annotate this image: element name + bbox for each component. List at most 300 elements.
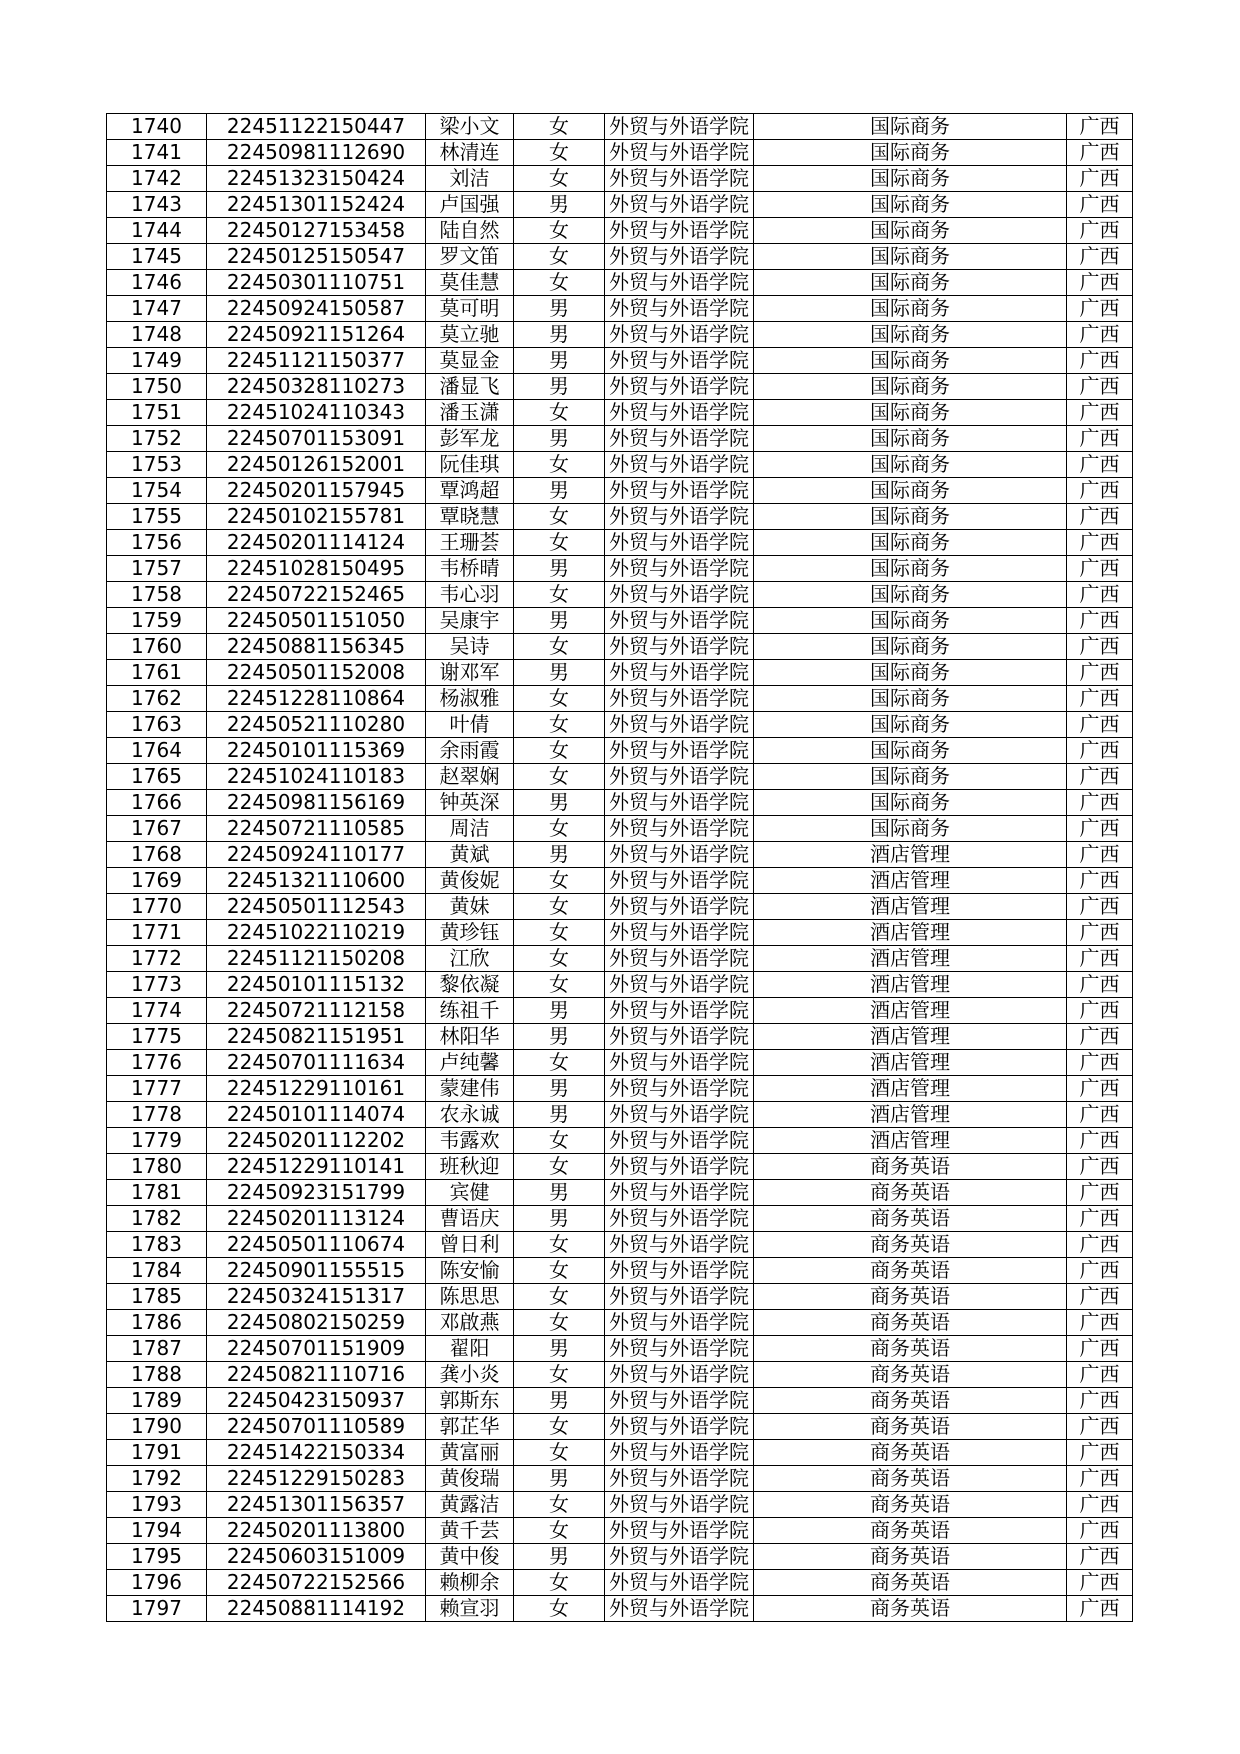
gender-cell: 女 <box>514 166 605 192</box>
gender-cell: 女 <box>514 816 605 842</box>
gender-cell: 男 <box>514 556 605 582</box>
serial-number-cell: 1788 <box>107 1362 207 1388</box>
gender-cell: 男 <box>514 1336 605 1362</box>
gender-cell: 女 <box>514 1258 605 1284</box>
student-name-cell: 蒙建伟 <box>426 1076 514 1102</box>
major-cell: 国际商务 <box>754 322 1067 348</box>
serial-number-cell: 1776 <box>107 1050 207 1076</box>
gender-cell: 男 <box>514 322 605 348</box>
student-id-cell: 22450981156169 <box>207 790 426 816</box>
student-name-cell: 潘显飞 <box>426 374 514 400</box>
college-cell: 外贸与外语学院 <box>605 998 754 1024</box>
student-name-cell: 刘洁 <box>426 166 514 192</box>
major-cell: 酒店管理 <box>754 842 1067 868</box>
serial-number-cell: 1762 <box>107 686 207 712</box>
major-cell: 国际商务 <box>754 816 1067 842</box>
major-cell: 商务英语 <box>754 1154 1067 1180</box>
major-cell: 国际商务 <box>754 244 1067 270</box>
serial-number-cell: 1771 <box>107 920 207 946</box>
college-cell: 外贸与外语学院 <box>605 1102 754 1128</box>
gender-cell: 女 <box>514 140 605 166</box>
region-cell: 广西 <box>1067 1570 1133 1596</box>
student-name-cell: 陆自然 <box>426 218 514 244</box>
gender-cell: 男 <box>514 296 605 322</box>
serial-number-cell: 1759 <box>107 608 207 634</box>
table-row <box>107 1180 1133 1206</box>
serial-number-cell: 1754 <box>107 478 207 504</box>
table-row <box>107 1466 1133 1492</box>
major-cell: 国际商务 <box>754 764 1067 790</box>
serial-number-cell: 1760 <box>107 634 207 660</box>
college-cell: 外贸与外语学院 <box>605 634 754 660</box>
serial-number-cell: 1787 <box>107 1336 207 1362</box>
college-cell: 外贸与外语学院 <box>605 1414 754 1440</box>
serial-number-cell: 1761 <box>107 660 207 686</box>
serial-number-cell: 1794 <box>107 1518 207 1544</box>
college-cell: 外贸与外语学院 <box>605 192 754 218</box>
gender-cell: 女 <box>514 1232 605 1258</box>
table-row <box>107 1284 1133 1310</box>
gender-cell: 女 <box>514 504 605 530</box>
serial-number-cell: 1750 <box>107 374 207 400</box>
student-name-cell: 莫立驰 <box>426 322 514 348</box>
serial-number-cell: 1763 <box>107 712 207 738</box>
table-row <box>107 1232 1133 1258</box>
student-name-cell: 杨淑雅 <box>426 686 514 712</box>
region-cell: 广西 <box>1067 1336 1133 1362</box>
college-cell: 外贸与外语学院 <box>605 972 754 998</box>
region-cell: 广西 <box>1067 1180 1133 1206</box>
major-cell: 商务英语 <box>754 1336 1067 1362</box>
student-id-cell: 22450722152566 <box>207 1570 426 1596</box>
serial-number-cell: 1795 <box>107 1544 207 1570</box>
student-id-cell: 22450721112158 <box>207 998 426 1024</box>
gender-cell: 女 <box>514 1128 605 1154</box>
student-name-cell: 曾日利 <box>426 1232 514 1258</box>
college-cell: 外贸与外语学院 <box>605 660 754 686</box>
student-name-cell: 莫可明 <box>426 296 514 322</box>
serial-number-cell: 1781 <box>107 1180 207 1206</box>
serial-number-cell: 1768 <box>107 842 207 868</box>
gender-cell: 女 <box>514 634 605 660</box>
student-id-cell: 22450881156345 <box>207 634 426 660</box>
table-row <box>107 1258 1133 1284</box>
region-cell: 广西 <box>1067 608 1133 634</box>
serial-number-cell: 1758 <box>107 582 207 608</box>
region-cell: 广西 <box>1067 842 1133 868</box>
major-cell: 酒店管理 <box>754 1050 1067 1076</box>
student-name-cell: 黄中俊 <box>426 1544 514 1570</box>
college-cell: 外贸与外语学院 <box>605 712 754 738</box>
major-cell: 国际商务 <box>754 634 1067 660</box>
gender-cell: 女 <box>514 1492 605 1518</box>
gender-cell: 男 <box>514 478 605 504</box>
student-id-cell: 22450501151050 <box>207 608 426 634</box>
college-cell: 外贸与外语学院 <box>605 296 754 322</box>
table-row <box>107 1206 1133 1232</box>
table-row <box>107 296 1133 322</box>
college-cell: 外贸与外语学院 <box>605 1336 754 1362</box>
college-cell: 外贸与外语学院 <box>605 1492 754 1518</box>
student-name-cell: 黄斌 <box>426 842 514 868</box>
serial-number-cell: 1797 <box>107 1596 207 1622</box>
student-name-cell: 莫显金 <box>426 348 514 374</box>
major-cell: 酒店管理 <box>754 868 1067 894</box>
gender-cell: 女 <box>514 1310 605 1336</box>
major-cell: 国际商务 <box>754 400 1067 426</box>
major-cell: 国际商务 <box>754 374 1067 400</box>
gender-cell: 男 <box>514 374 605 400</box>
region-cell: 广西 <box>1067 556 1133 582</box>
major-cell: 商务英语 <box>754 1544 1067 1570</box>
college-cell: 外贸与外语学院 <box>605 816 754 842</box>
college-cell: 外贸与外语学院 <box>605 452 754 478</box>
region-cell: 广西 <box>1067 1206 1133 1232</box>
table-row <box>107 842 1133 868</box>
student-id-cell: 22451229110141 <box>207 1154 426 1180</box>
student-id-cell: 22450981112690 <box>207 140 426 166</box>
region-cell: 广西 <box>1067 374 1133 400</box>
college-cell: 外贸与外语学院 <box>605 400 754 426</box>
serial-number-cell: 1783 <box>107 1232 207 1258</box>
serial-number-cell: 1773 <box>107 972 207 998</box>
region-cell: 广西 <box>1067 972 1133 998</box>
student-id-cell: 22450821151951 <box>207 1024 426 1050</box>
region-cell: 广西 <box>1067 1466 1133 1492</box>
table-row <box>107 1050 1133 1076</box>
serial-number-cell: 1742 <box>107 166 207 192</box>
college-cell: 外贸与外语学院 <box>605 348 754 374</box>
student-id-cell: 22450101114074 <box>207 1102 426 1128</box>
student-name-cell: 郭斯东 <box>426 1388 514 1414</box>
college-cell: 外贸与外语学院 <box>605 1310 754 1336</box>
serial-number-cell: 1755 <box>107 504 207 530</box>
college-cell: 外贸与外语学院 <box>605 1466 754 1492</box>
student-id-cell: 22451323150424 <box>207 166 426 192</box>
student-name-cell: 赖柳余 <box>426 1570 514 1596</box>
student-id-cell: 22451228110864 <box>207 686 426 712</box>
gender-cell: 男 <box>514 426 605 452</box>
table-row <box>107 660 1133 686</box>
gender-cell: 男 <box>514 1466 605 1492</box>
student-id-cell: 22450301110751 <box>207 270 426 296</box>
gender-cell: 男 <box>514 842 605 868</box>
serial-number-cell: 1747 <box>107 296 207 322</box>
student-id-cell: 22451028150495 <box>207 556 426 582</box>
gender-cell: 女 <box>514 920 605 946</box>
student-name-cell: 谢邓军 <box>426 660 514 686</box>
table-row <box>107 582 1133 608</box>
region-cell: 广西 <box>1067 686 1133 712</box>
student-name-cell: 黄富丽 <box>426 1440 514 1466</box>
student-name-cell: 陈思思 <box>426 1284 514 1310</box>
student-id-cell: 22450701110589 <box>207 1414 426 1440</box>
gender-cell: 男 <box>514 1388 605 1414</box>
student-id-cell: 22451024110343 <box>207 400 426 426</box>
college-cell: 外贸与外语学院 <box>605 1596 754 1622</box>
table-row <box>107 1362 1133 1388</box>
gender-cell: 男 <box>514 1206 605 1232</box>
major-cell: 国际商务 <box>754 608 1067 634</box>
major-cell: 商务英语 <box>754 1414 1067 1440</box>
major-cell: 酒店管理 <box>754 894 1067 920</box>
table-row <box>107 1310 1133 1336</box>
serial-number-cell: 1779 <box>107 1128 207 1154</box>
student-id-cell: 22451024110183 <box>207 764 426 790</box>
table-row <box>107 1570 1133 1596</box>
gender-cell: 女 <box>514 1570 605 1596</box>
college-cell: 外贸与外语学院 <box>605 426 754 452</box>
college-cell: 外贸与外语学院 <box>605 270 754 296</box>
student-name-cell: 王珊荟 <box>426 530 514 556</box>
region-cell: 广西 <box>1067 1102 1133 1128</box>
major-cell: 国际商务 <box>754 270 1067 296</box>
student-id-cell: 22450881114192 <box>207 1596 426 1622</box>
region-cell: 广西 <box>1067 1414 1133 1440</box>
serial-number-cell: 1786 <box>107 1310 207 1336</box>
serial-number-cell: 1752 <box>107 426 207 452</box>
college-cell: 外贸与外语学院 <box>605 504 754 530</box>
gender-cell: 男 <box>514 790 605 816</box>
serial-number-cell: 1778 <box>107 1102 207 1128</box>
gender-cell: 女 <box>514 1440 605 1466</box>
region-cell: 广西 <box>1067 634 1133 660</box>
student-name-cell: 农永诚 <box>426 1102 514 1128</box>
table-row <box>107 712 1133 738</box>
college-cell: 外贸与外语学院 <box>605 1258 754 1284</box>
college-cell: 外贸与外语学院 <box>605 1518 754 1544</box>
college-cell: 外贸与外语学院 <box>605 1362 754 1388</box>
gender-cell: 男 <box>514 660 605 686</box>
region-cell: 广西 <box>1067 920 1133 946</box>
region-cell: 广西 <box>1067 270 1133 296</box>
student-id-cell: 22450802150259 <box>207 1310 426 1336</box>
table-row <box>107 374 1133 400</box>
student-id-cell: 22450701111634 <box>207 1050 426 1076</box>
college-cell: 外贸与外语学院 <box>605 894 754 920</box>
serial-number-cell: 1769 <box>107 868 207 894</box>
region-cell: 广西 <box>1067 712 1133 738</box>
serial-number-cell: 1782 <box>107 1206 207 1232</box>
gender-cell: 男 <box>514 1544 605 1570</box>
college-cell: 外贸与外语学院 <box>605 1232 754 1258</box>
student-id-cell: 22450603151009 <box>207 1544 426 1570</box>
major-cell: 国际商务 <box>754 114 1067 140</box>
table-row <box>107 1544 1133 1570</box>
region-cell: 广西 <box>1067 1024 1133 1050</box>
gender-cell: 女 <box>514 738 605 764</box>
serial-number-cell: 1756 <box>107 530 207 556</box>
gender-cell: 女 <box>514 894 605 920</box>
student-id-cell: 22451121150208 <box>207 946 426 972</box>
student-id-cell: 22451301156357 <box>207 1492 426 1518</box>
major-cell: 国际商务 <box>754 192 1067 218</box>
student-name-cell: 叶倩 <box>426 712 514 738</box>
major-cell: 商务英语 <box>754 1570 1067 1596</box>
table-row <box>107 322 1133 348</box>
college-cell: 外贸与外语学院 <box>605 920 754 946</box>
student-id-cell: 22451321110600 <box>207 868 426 894</box>
major-cell: 商务英语 <box>754 1388 1067 1414</box>
table-row <box>107 1154 1133 1180</box>
college-cell: 外贸与外语学院 <box>605 764 754 790</box>
student-name-cell: 黄俊妮 <box>426 868 514 894</box>
student-id-cell: 22450101115369 <box>207 738 426 764</box>
gender-cell: 女 <box>514 530 605 556</box>
gender-cell: 男 <box>514 1180 605 1206</box>
serial-number-cell: 1790 <box>107 1414 207 1440</box>
student-name-cell: 彭军龙 <box>426 426 514 452</box>
college-cell: 外贸与外语学院 <box>605 1544 754 1570</box>
major-cell: 国际商务 <box>754 660 1067 686</box>
serial-number-cell: 1791 <box>107 1440 207 1466</box>
college-cell: 外贸与外语学院 <box>605 868 754 894</box>
student-name-cell: 赵翠娴 <box>426 764 514 790</box>
serial-number-cell: 1746 <box>107 270 207 296</box>
student-roster-table <box>106 113 1133 1622</box>
roster-body <box>107 114 1133 1622</box>
region-cell: 广西 <box>1067 998 1133 1024</box>
major-cell: 国际商务 <box>754 790 1067 816</box>
major-cell: 商务英语 <box>754 1518 1067 1544</box>
region-cell: 广西 <box>1067 1362 1133 1388</box>
table-row <box>107 530 1133 556</box>
table-row <box>107 1102 1133 1128</box>
table-row <box>107 1024 1133 1050</box>
student-name-cell: 覃晓慧 <box>426 504 514 530</box>
college-cell: 外贸与外语学院 <box>605 1206 754 1232</box>
table-row <box>107 140 1133 166</box>
table-row <box>107 400 1133 426</box>
student-id-cell: 22450126152001 <box>207 452 426 478</box>
table-row <box>107 868 1133 894</box>
serial-number-cell: 1796 <box>107 1570 207 1596</box>
college-cell: 外贸与外语学院 <box>605 1024 754 1050</box>
serial-number-cell: 1793 <box>107 1492 207 1518</box>
gender-cell: 女 <box>514 1050 605 1076</box>
gender-cell: 女 <box>514 452 605 478</box>
college-cell: 外贸与外语学院 <box>605 244 754 270</box>
college-cell: 外贸与外语学院 <box>605 1128 754 1154</box>
student-id-cell: 22451301152424 <box>207 192 426 218</box>
student-name-cell: 林清连 <box>426 140 514 166</box>
table-row <box>107 894 1133 920</box>
serial-number-cell: 1775 <box>107 1024 207 1050</box>
gender-cell: 男 <box>514 998 605 1024</box>
serial-number-cell: 1777 <box>107 1076 207 1102</box>
serial-number-cell: 1770 <box>107 894 207 920</box>
gender-cell: 女 <box>514 114 605 140</box>
college-cell: 外贸与外语学院 <box>605 686 754 712</box>
student-id-cell: 22451122150447 <box>207 114 426 140</box>
student-id-cell: 22451022110219 <box>207 920 426 946</box>
serial-number-cell: 1785 <box>107 1284 207 1310</box>
region-cell: 广西 <box>1067 582 1133 608</box>
student-id-cell: 22450501152008 <box>207 660 426 686</box>
serial-number-cell: 1767 <box>107 816 207 842</box>
table-row <box>107 634 1133 660</box>
region-cell: 广西 <box>1067 166 1133 192</box>
gender-cell: 女 <box>514 244 605 270</box>
college-cell: 外贸与外语学院 <box>605 140 754 166</box>
region-cell: 广西 <box>1067 426 1133 452</box>
region-cell: 广西 <box>1067 868 1133 894</box>
major-cell: 国际商务 <box>754 452 1067 478</box>
region-cell: 广西 <box>1067 400 1133 426</box>
region-cell: 广西 <box>1067 1388 1133 1414</box>
gender-cell: 女 <box>514 400 605 426</box>
student-id-cell: 22450125150547 <box>207 244 426 270</box>
serial-number-cell: 1772 <box>107 946 207 972</box>
student-name-cell: 宾健 <box>426 1180 514 1206</box>
student-name-cell: 吴康宇 <box>426 608 514 634</box>
serial-number-cell: 1745 <box>107 244 207 270</box>
major-cell: 国际商务 <box>754 140 1067 166</box>
region-cell: 广西 <box>1067 1050 1133 1076</box>
student-name-cell: 韦桥晴 <box>426 556 514 582</box>
college-cell: 外贸与外语学院 <box>605 1050 754 1076</box>
student-id-cell: 22450423150937 <box>207 1388 426 1414</box>
college-cell: 外贸与外语学院 <box>605 530 754 556</box>
student-id-cell: 22450701151909 <box>207 1336 426 1362</box>
major-cell: 国际商务 <box>754 556 1067 582</box>
major-cell: 商务英语 <box>754 1492 1067 1518</box>
gender-cell: 男 <box>514 1076 605 1102</box>
table-row <box>107 972 1133 998</box>
table-row <box>107 478 1133 504</box>
major-cell: 国际商务 <box>754 582 1067 608</box>
table-row <box>107 1128 1133 1154</box>
student-name-cell: 黄露洁 <box>426 1492 514 1518</box>
major-cell: 国际商务 <box>754 166 1067 192</box>
table-row <box>107 114 1133 140</box>
major-cell: 商务英语 <box>754 1232 1067 1258</box>
student-name-cell: 罗文笛 <box>426 244 514 270</box>
college-cell: 外贸与外语学院 <box>605 1154 754 1180</box>
serial-number-cell: 1741 <box>107 140 207 166</box>
serial-number-cell: 1748 <box>107 322 207 348</box>
student-name-cell: 潘玉潇 <box>426 400 514 426</box>
table-row <box>107 218 1133 244</box>
region-cell: 广西 <box>1067 764 1133 790</box>
region-cell: 广西 <box>1067 1154 1133 1180</box>
major-cell: 国际商务 <box>754 686 1067 712</box>
student-id-cell: 22450521110280 <box>207 712 426 738</box>
student-id-cell: 22451229150283 <box>207 1466 426 1492</box>
college-cell: 外贸与外语学院 <box>605 166 754 192</box>
major-cell: 酒店管理 <box>754 1128 1067 1154</box>
region-cell: 广西 <box>1067 1596 1133 1622</box>
student-id-cell: 22450324151317 <box>207 1284 426 1310</box>
college-cell: 外贸与外语学院 <box>605 478 754 504</box>
region-cell: 广西 <box>1067 530 1133 556</box>
college-cell: 外贸与外语学院 <box>605 738 754 764</box>
gender-cell: 女 <box>514 1362 605 1388</box>
serial-number-cell: 1764 <box>107 738 207 764</box>
student-name-cell: 郭芷华 <box>426 1414 514 1440</box>
student-name-cell: 韦露欢 <box>426 1128 514 1154</box>
student-name-cell: 江欣 <box>426 946 514 972</box>
region-cell: 广西 <box>1067 816 1133 842</box>
college-cell: 外贸与外语学院 <box>605 1284 754 1310</box>
student-id-cell: 22450701153091 <box>207 426 426 452</box>
table-row <box>107 1518 1133 1544</box>
college-cell: 外贸与外语学院 <box>605 1570 754 1596</box>
gender-cell: 男 <box>514 1024 605 1050</box>
college-cell: 外贸与外语学院 <box>605 114 754 140</box>
student-name-cell: 莫佳慧 <box>426 270 514 296</box>
major-cell: 商务英语 <box>754 1440 1067 1466</box>
